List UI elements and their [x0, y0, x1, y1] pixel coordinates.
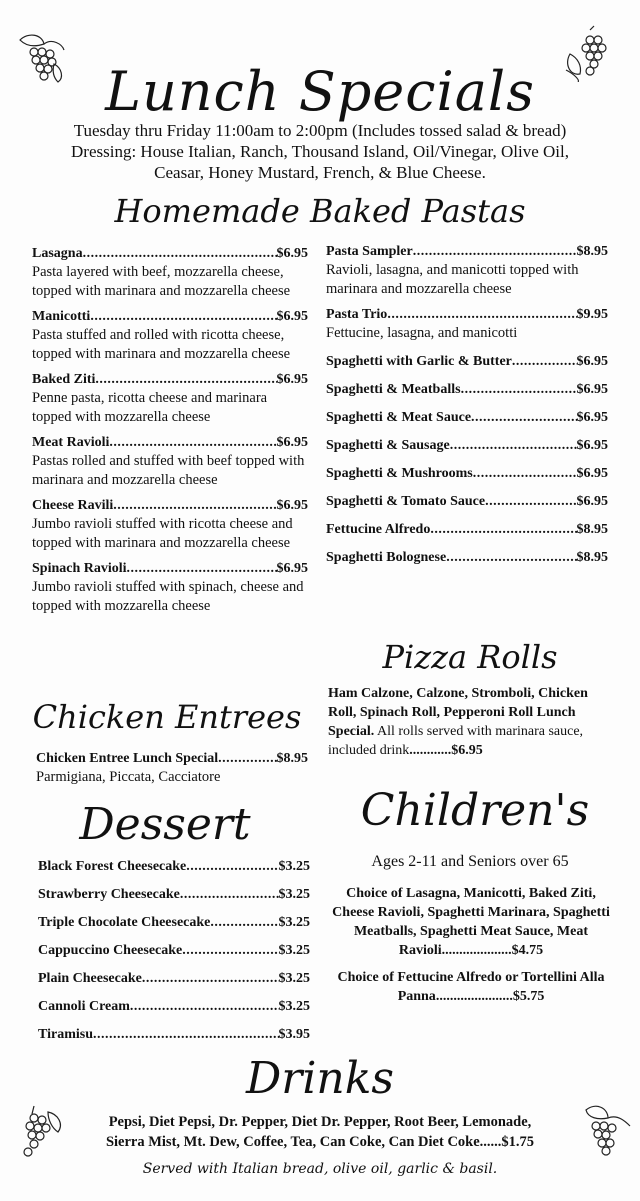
item-name: Plain Cheesecake: [38, 971, 142, 986]
section-title-chicken: Chicken Entrees: [32, 698, 302, 736]
item-description: Fettucine, lasagna, and manicotti: [326, 325, 518, 341]
item-name: Spaghetti & Mushrooms: [326, 466, 473, 481]
page-title: Lunch Specials: [105, 60, 535, 123]
section-title-drinks: Drinks: [246, 1053, 394, 1104]
childrens-subtitle: Ages 2-11 and Seniors over 65: [371, 853, 569, 870]
item-name: Lasagna: [32, 246, 83, 261]
served-with-footer: Served with Italian bread, olive oil, garlic & basil.: [142, 1161, 498, 1177]
item-price: $6.95: [276, 435, 308, 450]
pizza-rolls-price: $6.95: [451, 743, 483, 758]
section-title-childrens: Children's: [360, 785, 590, 836]
menu-item: [38, 858, 310, 876]
hours-line: Tuesday thru Friday 11:00am to 2:00pm (Includes tossed salad & bread): [73, 121, 567, 140]
childrens-choice-1-price: $4.75: [511, 943, 544, 958]
dressing-line-1: Dressing: House Italian, Ranch, Thousand Island, Oil/Vinegar, Olive Oil,: [71, 142, 569, 161]
item-name: Cannoli Cream: [38, 999, 130, 1014]
pizza-rolls-items: Ham Calzone, Calzone, Stromboli, Chicken Roll, Spinach Roll, Pepperoni Roll Lunch Special.: [328, 686, 588, 739]
item-price: $6.95: [576, 354, 608, 369]
menu-item: [38, 942, 310, 960]
item-name: Cappuccino Cheesecake: [38, 943, 183, 958]
item-price: $8.95: [276, 751, 308, 766]
item-name: Spaghetti & Tomato Sauce: [326, 494, 486, 509]
item-description: Ravioli, lasagna, and manicotti topped with marinara and mozzarella cheese: [326, 262, 579, 297]
pizza-rolls-note: All rolls served with marinara sauce, included drink: [328, 724, 584, 758]
item-name: Pasta Sampler: [326, 244, 413, 259]
item-name: Baked Ziti: [32, 372, 96, 387]
menu-item: [32, 308, 308, 364]
menu-item: [36, 750, 308, 787]
section-title-pizza-rolls: Pizza Rolls: [382, 638, 558, 676]
menu-item: [38, 914, 310, 932]
item-price: $6.95: [576, 466, 608, 481]
menu-item: [326, 381, 608, 399]
menu-item: [38, 970, 310, 988]
item-name: Spaghetti with Garlic & Butter: [326, 354, 512, 369]
item-name: Tiramisu: [38, 1027, 93, 1042]
item-price: $3.95: [278, 1027, 310, 1042]
childrens-choice-1-text: Choice of Lasagna, Manicotti, Baked Ziti, Cheese Ravioli, Spaghetti Marinara, Spaghetti Meatballs, Spaghetti Meat Sauce, Meat Ravioli: [332, 886, 610, 958]
item-name: Pasta Trio: [326, 307, 388, 322]
item-price: $6.95: [276, 498, 308, 513]
item-price: $3.25: [278, 859, 310, 874]
menu-item: [32, 245, 308, 301]
item-price: $6.95: [276, 372, 308, 387]
item-price: $8.95: [576, 244, 608, 259]
item-price: $9.95: [576, 307, 608, 322]
pizza-rolls-description: Ham Calzone, Calzone, Stromboli, Chicken Roll, Spinach Roll, Pepperoni Roll Lunch Special. All rolls served with marinara sauce, included drink............$6.95: [328, 686, 588, 758]
dressing-line-2: Ceasar, Honey Mustard, French, & Blue Cheese.: [154, 163, 486, 182]
item-description: Penne pasta, ricotta cheese and marinara topped with mozzarella cheese: [32, 390, 268, 425]
pastas-right-column: [326, 243, 608, 577]
menu-item: [38, 1026, 310, 1044]
section-title-dessert: Dessert: [79, 799, 251, 850]
menu-item: [326, 549, 608, 567]
item-name: Black Forest Cheesecake: [38, 859, 187, 874]
item-name: Spinach Ravioli: [32, 561, 127, 576]
item-price: $3.25: [278, 971, 310, 986]
menu-item: [326, 306, 608, 343]
item-description: Pastas rolled and stuffed with beef topped with marinara and mozzarella cheese: [32, 453, 305, 488]
menu-item: [326, 437, 608, 455]
menu-item: [326, 409, 608, 427]
menu-item: [38, 998, 310, 1016]
menu-item: [326, 353, 608, 371]
item-name: Spaghetti & Meat Sauce: [326, 410, 472, 425]
drinks-line-2: Sierra Mist, Mt. Dew, Coffee, Tea, Can Coke, Can Diet Coke......$1.75: [105, 1134, 535, 1150]
menu-item: [326, 493, 608, 511]
item-description: Jumbo ravioli stuffed with ricotta cheese and topped with marinara and mozzarella cheese: [32, 516, 293, 551]
menu-item: [32, 371, 308, 427]
menu-item: [326, 243, 608, 299]
item-name: Spaghetti & Sausage: [326, 438, 450, 453]
item-name: Spaghetti Bolognese: [326, 550, 447, 565]
childrens-choice-2-price: $5.75: [512, 989, 545, 1004]
item-price: $8.95: [576, 550, 608, 565]
menu-item: [32, 560, 308, 616]
menu-item: [32, 497, 308, 553]
childrens-choice-2: Choice of Fettucine Alfredo or Tortellini Alla Panna......................$5.75: [337, 970, 605, 1004]
item-name: Chicken Entree Lunch Special: [36, 751, 219, 766]
item-price: $6.95: [576, 410, 608, 425]
menu-item: [38, 886, 310, 904]
menu-item: [326, 465, 608, 483]
item-price: $6.95: [576, 382, 608, 397]
item-description: Jumbo ravioli stuffed with spinach, cheese and topped with mozzarella cheese: [32, 579, 304, 614]
item-description: Pasta stuffed and rolled with ricotta cheese, topped with marinara and mozzarella cheese: [32, 327, 291, 362]
item-price: $6.95: [276, 309, 308, 324]
item-name: Spaghetti & Meatballs: [326, 382, 461, 397]
item-price: $8.95: [576, 522, 608, 537]
item-name: Cheese Ravili: [32, 498, 114, 513]
item-name: Fettucine Alfredo: [326, 522, 431, 537]
chicken-section: [36, 750, 308, 794]
item-price: $3.25: [278, 887, 310, 902]
item-description: Parmigiana, Piccata, Cacciatore: [36, 769, 221, 785]
childrens-choice-1: Choice of Lasagna, Manicotti, Baked Ziti, Cheese Ravioli, Spaghetti Marinara, Spaghetti Meatballs, Spaghetti Meat Sauce, Meat Ravioli....................$4.75: [332, 886, 610, 958]
section-title-pastas: Homemade Baked Pastas: [114, 192, 526, 230]
item-name: Manicotti: [32, 309, 91, 324]
item-name: Triple Chocolate Cheesecake: [38, 915, 211, 930]
menu-item: [32, 434, 308, 490]
childrens-choice-2-text: Choice of Fettucine Alfredo or Tortellini Alla Panna: [337, 970, 605, 1004]
drinks-line-1: Pepsi, Diet Pepsi, Dr. Pepper, Diet Dr. Pepper, Root Beer, Lemonade,: [108, 1114, 532, 1130]
item-price: $3.25: [278, 915, 310, 930]
item-name: Strawberry Cheesecake: [38, 887, 180, 902]
dessert-list: [38, 858, 310, 1054]
item-price: $6.95: [576, 494, 608, 509]
pastas-left-column: [32, 245, 308, 623]
item-description: Pasta layered with beef, mozzarella cheese, topped with marinara and mozzarella cheese: [32, 264, 291, 299]
item-price: $6.95: [576, 438, 608, 453]
item-price: $6.95: [276, 561, 308, 576]
item-price: $6.95: [276, 246, 308, 261]
item-price: $3.25: [278, 999, 310, 1014]
item-price: $3.25: [278, 943, 310, 958]
item-name: Meat Ravioli: [32, 435, 110, 450]
menu-item: [326, 521, 608, 539]
